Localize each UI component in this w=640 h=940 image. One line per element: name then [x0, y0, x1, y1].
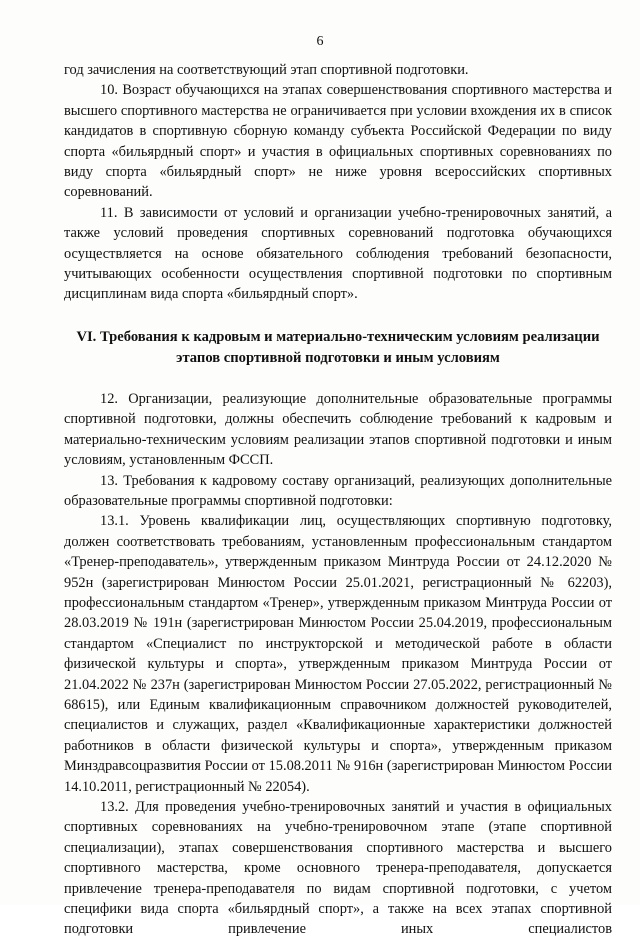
paragraph-11: 11. В зависимости от условий и организации учебно-тренировочных занятий, а также условий проведения спортивных соревнований подготовка обучающихся осуществляется на основе обязательного соблюдения требований безопасности, учитывающих особенности осуществления спортивной подготовки по спортивным дисциплинам вида спорта «бильярдный спорт».	[64, 204, 612, 303]
section-heading-vi: VI. Требования к кадровым и материально-техническим условиям реализации этапов спортивной подготовки и иным условиям	[76, 328, 600, 366]
paragraph-13: 13. Требования к кадровому составу организаций, реализующих дополнительные образовательные программы спортивной подготовки:	[64, 472, 612, 509]
document-body	[64, 60, 612, 940]
paragraph-13-2: 13.2. Для проведения учебно-тренировочных занятий и участия в официальных спортивных соревнованиях на учебно-тренировочном этапе (этапе спортивной специализации), этапах совершенствования спортивного мастерства и высшего спортивного мастерства, кроме основного тренера-преподавателя, допускается привлечение тренера-преподавателя по видам спортивной подготовки, с учетом специфики вида спорта «бильярдный спорт», а также на всех этапах спортивной подготовки привлечение иных специалистов	[64, 799, 612, 938]
paragraph-continuation: год зачисления на соответствующий этап спортивной подготовки.	[64, 62, 469, 78]
page-number: 6	[316, 34, 324, 49]
paragraph-12: 12. Организации, реализующие дополнительные образовательные программы спортивной подготовки, должны обеспечить соблюдение требований к кадровым и материально-техническим условиям реализации этапов спортивной подготовки и иным условиям, установленным ФССП.	[64, 390, 612, 469]
paragraph-10: 10. Возраст обучающихся на этапах совершенствования спортивного мастерства и высшего спортивного мастерства не ограничивается при условии вхождения их в список кандидатов в спортивную сборную команду субъекта Российской Федерации по виду спорта «бильярдный спорт» и участия в официальных спортивных соревнованиях по виду спорта «бильярдный спорт» не ниже уровня всероссийских спортивных соревнований.	[64, 82, 612, 201]
paragraph-13-1: 13.1. Уровень квалификации лиц, осуществляющих спортивную подготовку, должен соответствовать требованиям, установленным профессиональным стандартом «Тренер-преподаватель», утвержденным приказом Минтруда России от 24.12.2020 № 952н (зарегистрирован Минюстом России 25.01.2021, регистрационный № 62203), профессиональным стандартом «Тренер», утвержденным приказом Минтруда России от 28.03.2019 № 191н (зарегистрирован Минюстом России 25.04.2019, профессиональным стандартом «Специалист по инструкторской и методической работе в области физической культуры и спорта», утвержденным приказом Минтруда России от 21.04.2022 № 237н (зарегистрирован Минюстом России 27.05.2022, регистрационный № 68615), или Единым квалификационным справочником должностей руководителей, специалистов и служащих, раздел «Квалификационные характеристики должностей работников в области физической культуры и спорта», утвержденным приказом Минздравсоцразвития России от 15.08.2011 № 916н (зарегистрирован Минюстом России 14.10.2011, регистрационный № 22054).	[64, 513, 612, 795]
